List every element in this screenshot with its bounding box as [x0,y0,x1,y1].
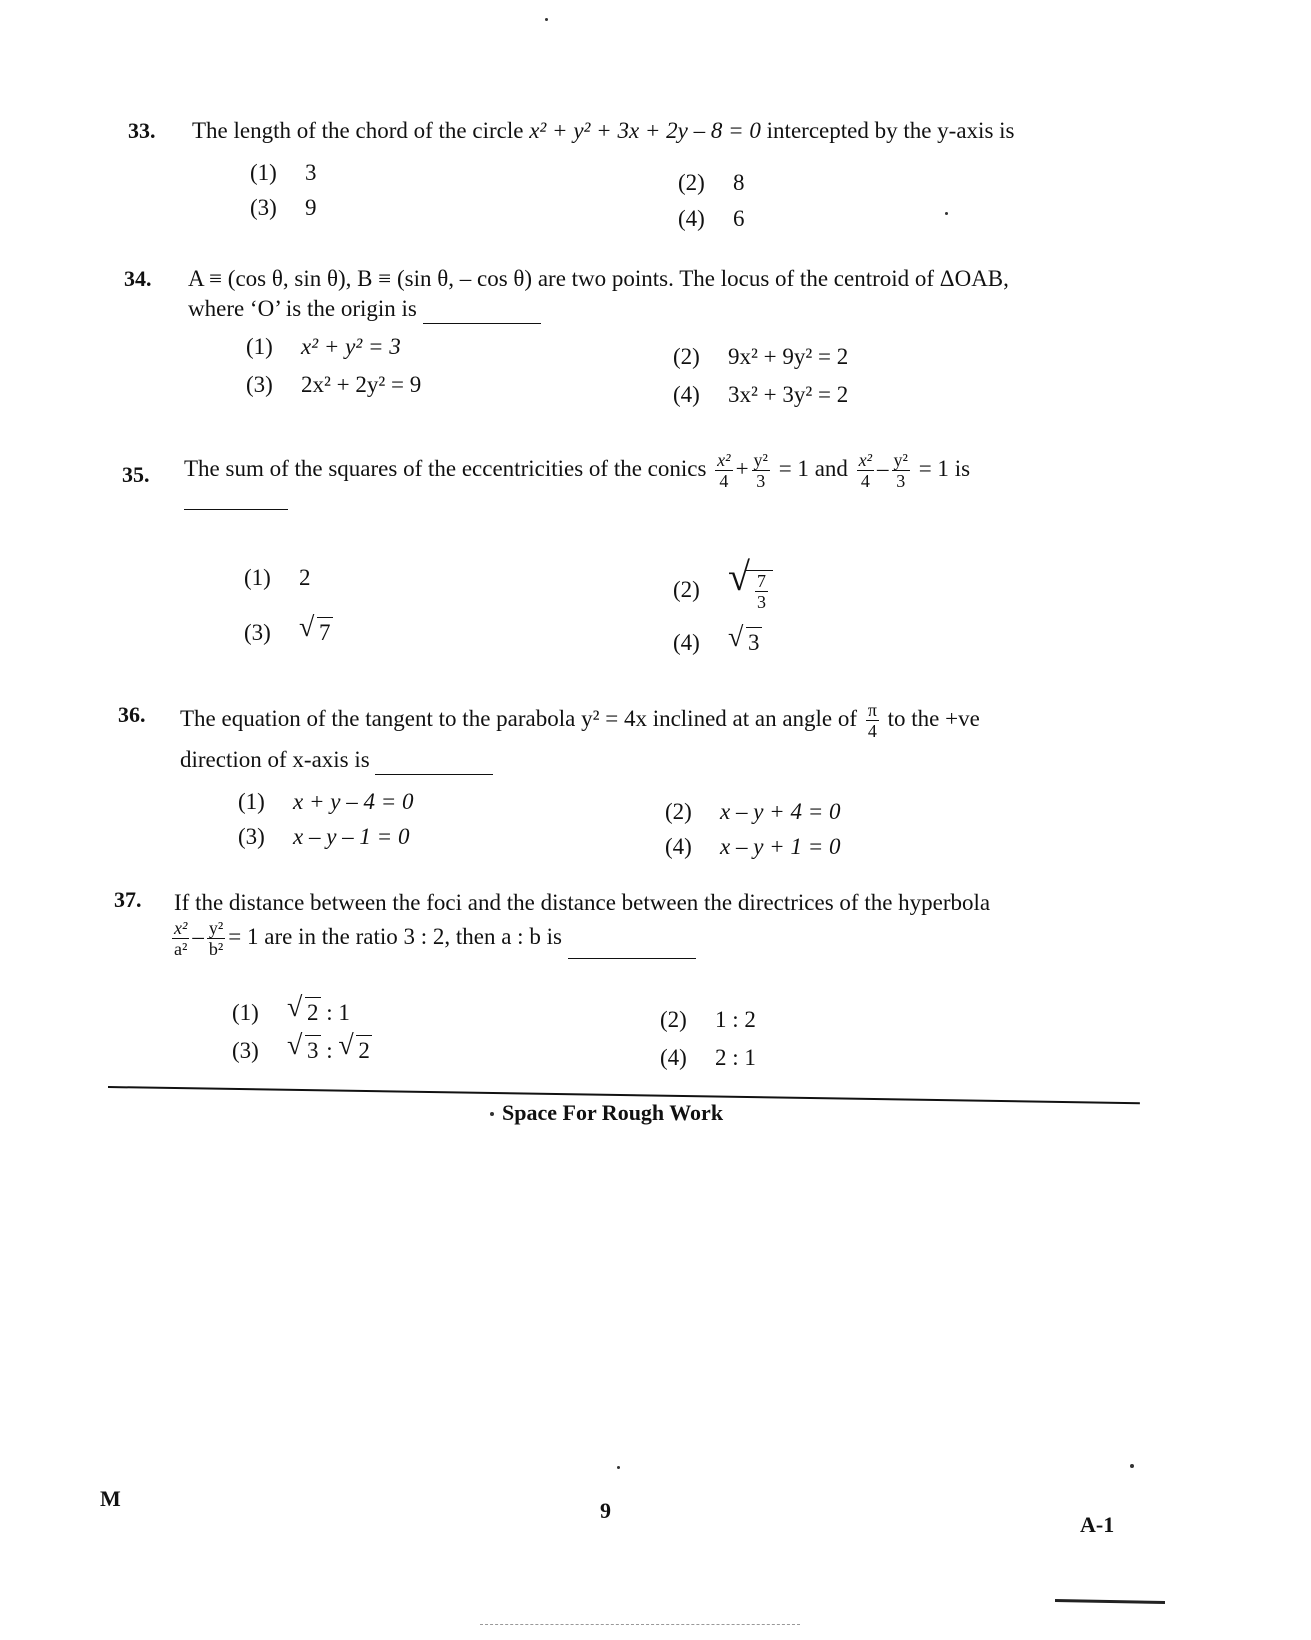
question-text-line1: A ≡ (cos θ, sin θ), B ≡ (sin θ, – cos θ) are two points. The locus of the centroid of ΔOAB, [188,266,1009,291]
sqrt-expression: √ 7 [299,615,333,648]
fraction-y2-over-b2: $\frac{\text{y²}}{\text{b²}}$ [208,918,224,959]
fraction-pi-over-4: $\frac{\pi}{4}$ [867,700,877,741]
answer-blank [568,936,696,959]
sqrt-fraction: √ $\frac{7}{3}$ [728,568,773,612]
scan-speck [617,1466,620,1469]
option-2: (2) √ $\frac{7}{3}$ [673,568,773,612]
question-text-line1: The equation of the tangent to the parabola y² = 4x inclined at an angle of $\frac{\pi}{4}$ to the +ve [180,700,980,741]
option-4: (4) 3x² + 3y² = 2 [673,382,849,407]
option-3: (3) √ 7 [244,615,333,648]
scan-speck [545,18,548,21]
fraction-y2-over-3: $\frac{\text{y²}}{3}$ [893,450,908,491]
circle-equation: x² + y² + 3x + 2y – 8 = 0 [529,118,761,143]
question-text-line2: direction of x-axis is [180,745,493,775]
option-2: (2) 8 [678,170,745,195]
option-3: (3) x – y – 1 = 0 [238,824,410,849]
footer-left-mark: M [100,1486,121,1511]
option-2: (2) 1 : 2 [660,1007,756,1032]
option-4: (4) x – y + 1 = 0 [665,834,841,859]
option-3: (3) √ 3 : √ 2 [232,1033,372,1066]
page-number: 9 [600,1498,611,1523]
footer-code: A-1 [1080,1512,1115,1537]
option-3: (3) 2x² + 2y² = 9 [246,372,422,397]
scan-mark [1055,1599,1165,1604]
question-number: 35. [122,462,150,487]
option-2: (2) x – y + 4 = 0 [665,799,841,824]
rough-work-label: Space For Rough Work [502,1100,724,1125]
option-1: (1) 2 [244,565,311,590]
fraction-x2-over-4: $\frac{\text{x²}}{4}$ [858,450,873,491]
option-1: (1) √ 2 : 1 [232,995,350,1028]
question-number: 37. [114,887,142,912]
option-4: (4) 2 : 1 [660,1045,756,1070]
question-number: 33. [128,118,156,143]
option-1: (1) 3 [250,160,317,185]
answer-blank [184,508,288,510]
option-1: (1) x + y – 4 = 0 [238,789,414,814]
option-2: (2) 9x² + 9y² = 2 [673,344,849,369]
question-text-line1: If the distance between the foci and the distance between the directrices of the hyperbola [174,890,991,915]
question-text-line2: where ‘O’ is the origin is [188,294,541,324]
sqrt-expression: √ 3 [728,625,762,658]
question-text: The length of the chord of the circle x² + y² + 3x + 2y – 8 = 0 intercepted by the y-axis is [192,118,1015,143]
option-3: (3) 9 [250,195,317,220]
fraction-x2-over-a2: $\frac{\text{x²}}{\text{a²}}$ [174,918,188,959]
question-text: The sum of the squares of the eccentricities of the conics $\frac{\text{x²}}{4}$ + $\frac{\text{y²}}{3}$ = 1 and $\frac{\text{x²}}{4}$ – $\frac{\text{y²}}{3}$ = 1 is [184,450,971,491]
answer-blank [423,301,541,324]
scan-speck [945,212,948,215]
question-text-line2: $\frac{\text{x²}}{\text{a²}}$ – $\frac{\text{y²}}{\text{b²}}$ = 1 are in the ratio 3 : 2, then a : b is [172,918,696,959]
scan-speck [490,1112,494,1116]
scan-speck [1130,1464,1134,1468]
option-4: (4) √ 3 [673,625,762,658]
option-1: (1) x² + y² = 3 [246,334,401,359]
scan-mark [480,1624,800,1625]
fraction-y2-over-3: $\frac{\text{y²}}{3}$ [753,450,768,491]
option-4: (4) 6 [678,206,745,231]
answer-blank [375,752,493,775]
fraction-x2-over-4: $\frac{\text{x²}}{4}$ [717,450,731,491]
question-number: 34. [124,266,152,291]
question-number: 36. [118,702,146,727]
